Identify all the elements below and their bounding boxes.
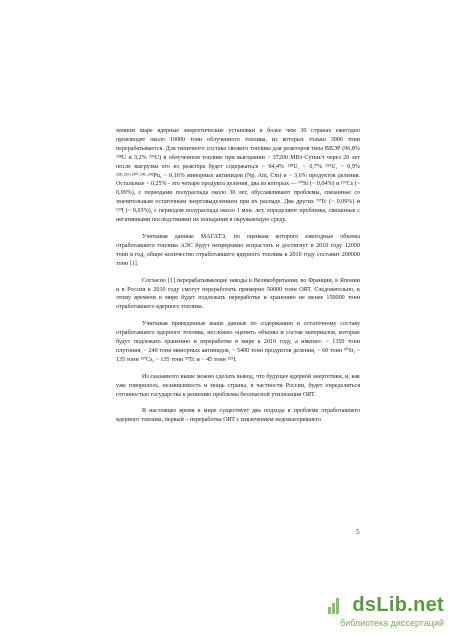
paragraph-2: Учитывая данные МАГАТЭ, по оценкам которого ежегодные объемы отработавшего топлива АЭС будут непрерывно возрастать и достигнут в 2010 году 12000 тонн в год, общее количество отработавшего ядерного топлива к 2010 году составит 200000 тонн [1]. [116, 233, 360, 267]
paragraph-5: Из сказанного выше можно сделать вывод, что будущее ядерной энергетики, и, как уже говорилось, независимость и мощь страны, в частности России, будет определяться готовностью государства к решению проблемы безопасной утилизации ОЯТ. [116, 373, 360, 398]
paragraph-4: Учитывая приведенные выше данные по содержанию и остаточному составу отработавшего ядерного топлива, несложно оценить объемы и состав материалов, которые будут подлежать хранению и переработке в мире к 2010 году, а именно: ~ 1350 тонн плутония, ~ 240 тонн минорных актинидов, ~ 5400 тонн продуктов деления, ~ 60 тонн ⁹⁰Sr, ~ 135 тонн ¹³⁷Cs, ~ 135 тонн ⁹⁹Tc и ~ 45 тонн ¹²⁹I. [116, 321, 360, 363]
paragraph-3: Согласно [1] перерабатывающие заводы в Великобритании, во Франции, в Японии и в России к 2010 году смогут переработать примерно 50000 тонн ОЯТ. Следовательно, к этому времени в мире будет подлежать переработке и хранению не менее 150000 тонн отработавшего ядерного топлива. [116, 277, 360, 311]
paragraph-1: земном шаре ядерные энергетические установки в более чем 30 странах ежегодно производят около 10000 тонн облученного топлива, из которых только 3000 тонн перерабатывается. Для типичного состава свежего топлива для реакторов типа ВВЭР (96,8% ²³⁸U и 3,2% ²³⁵U) в облученном топливе при выгорании ~ 37200 МВт·Сутки/т через 20 лет после выгрузки его из реактора будет содержаться ~ 94,4% ²³⁸U, ~ 0,7% ²³⁵U, ~ 0,9% ²³⁸·²³⁹·²⁴⁰·²⁴¹·²⁴²Pu, ~ 0,16% минорных актинидов (Np, Am, Cm) и ~ 3,6% продуктов деления. Остальные ~ 0,25% - это четыре продукта деления, два из которых — ⁹⁰Sr (~ 0,04%) и ¹³⁷Cs (~ 0,09%), с периодами полураспада около 30 лет, обуславливают проблемы, связанные со значительным остаточным энерговыделением при их распаде. Два других ⁹⁹Tc (~ 0,09%) и ¹²⁹I (~ 0,03%), с периодом полураспада около 1 млн. лет, определяют проблемы, связанные с негативными последствиями их попадания в окружающую среду. [116, 128, 360, 224]
bars-icon [328, 598, 340, 614]
paragraph-6: В настоящее время в мире существует два подхода к проблеме отработавшего ядерного топлива, первый – переработка ОЯТ с извлечением недовыгоревшего [116, 408, 360, 424]
watermark-logo: dsLib.net [352, 594, 444, 616]
watermark-subtitle: библиотека диссертаций [339, 618, 444, 628]
body-text [116, 127, 360, 425]
page-number: 5 [356, 528, 360, 536]
watermark [339, 594, 444, 630]
